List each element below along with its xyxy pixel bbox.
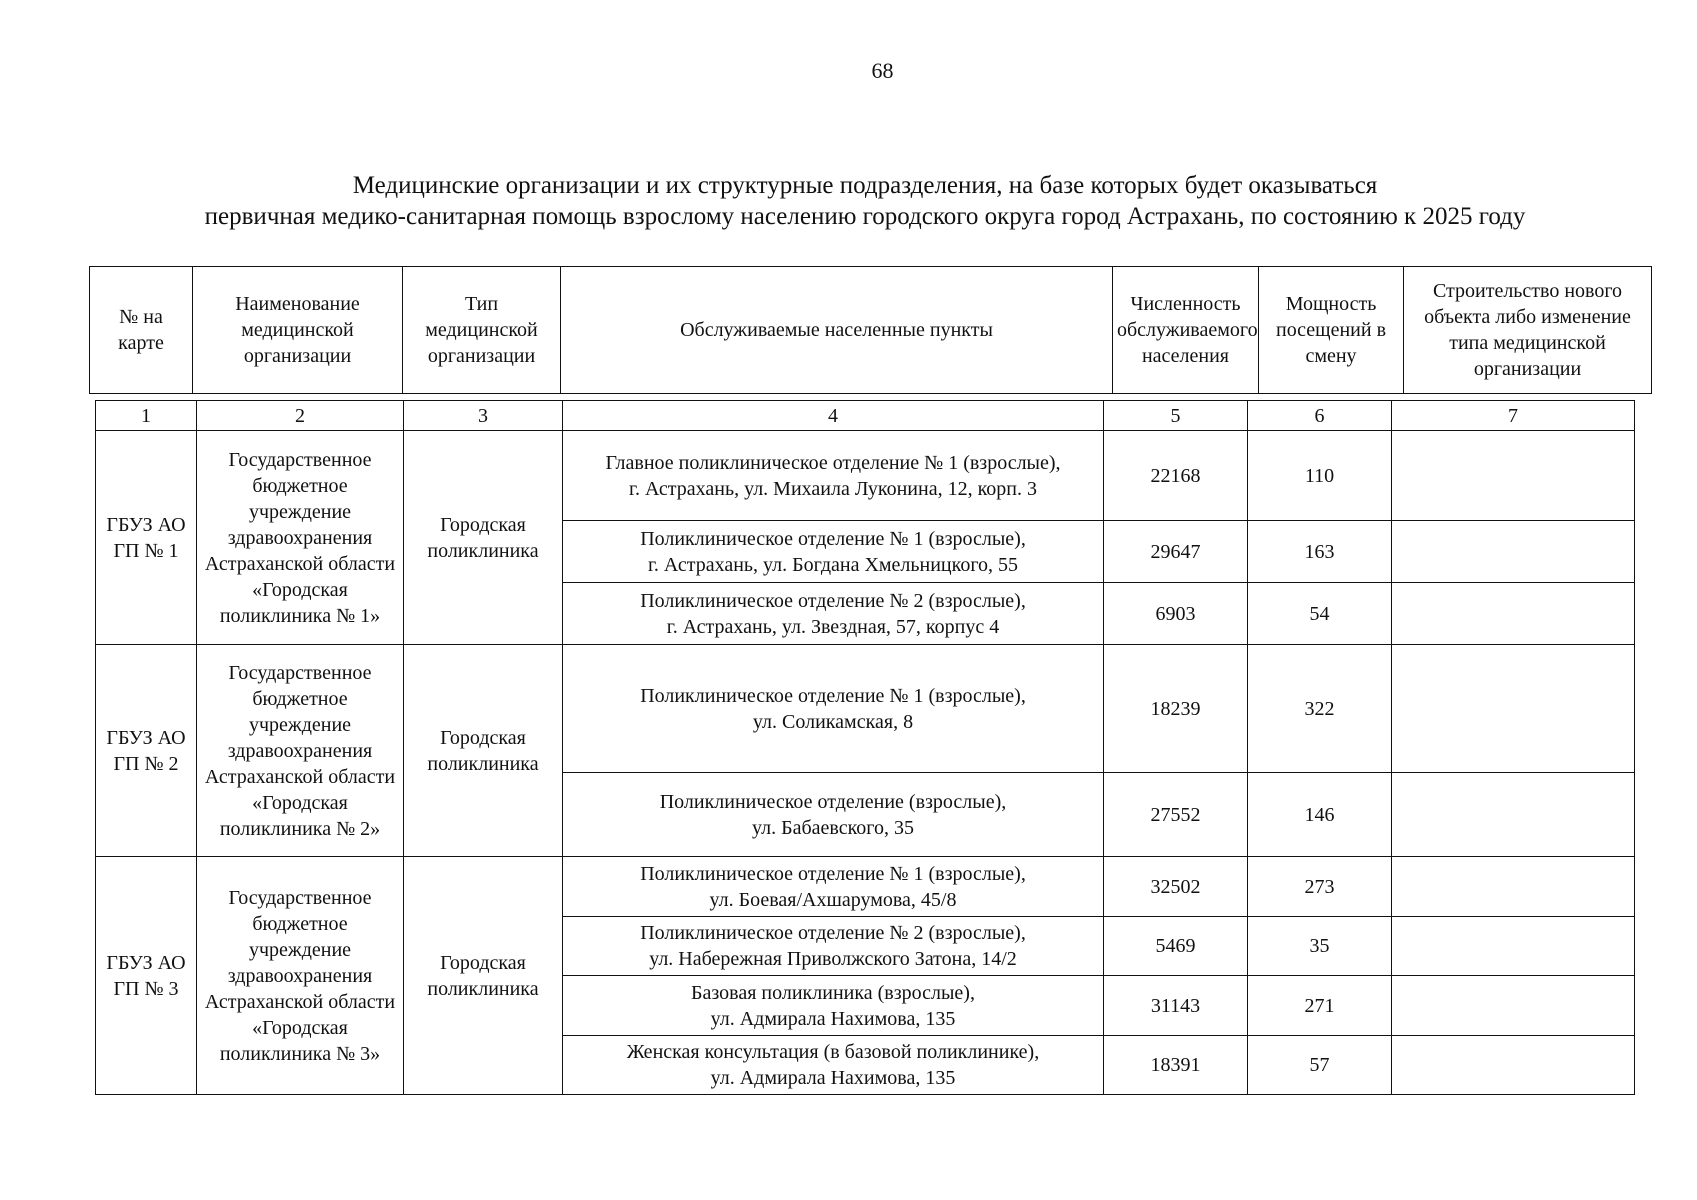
construction-cell xyxy=(1392,917,1635,976)
page-number: 68 xyxy=(871,58,894,83)
population-cell: 27552 xyxy=(1104,773,1248,857)
served-locality-cell xyxy=(563,773,1104,857)
capacity-cell: 54 xyxy=(1248,583,1392,645)
org-name-cell: Государственное бюджетное учреждение здравоохранения Астраханской области «Городская поликлиника № 1» xyxy=(197,431,404,645)
served-locality-cell xyxy=(563,1036,1104,1095)
construction-cell xyxy=(1392,521,1635,583)
title-line-2: первичная медико-санитарная помощь взрослому населению городского округа город Астрахань, по состоянию к 2025 году xyxy=(204,203,1526,230)
table-header xyxy=(89,266,1652,394)
population-cell: 18239 xyxy=(1104,645,1248,773)
population-cell: 31143 xyxy=(1104,976,1248,1036)
unit-name: Главное поликлиническое отделение № 1 (взрослые), xyxy=(605,451,1061,474)
served-locality-cell xyxy=(563,583,1104,645)
capacity-cell: 35 xyxy=(1248,917,1392,976)
construction-cell xyxy=(1392,976,1635,1036)
org-type-cell: Городская поликлиника xyxy=(404,431,563,645)
unit-name: Поликлиническое отделение № 2 (взрослые), xyxy=(640,589,1026,612)
capacity-cell: 146 xyxy=(1248,773,1392,857)
served-locality-cell xyxy=(563,857,1104,917)
unit-address: ул. Адмирала Нахимова, 135 xyxy=(710,1007,956,1030)
unit-address: г. Астрахань, ул. Михаила Луконина, 12, корп. 3 xyxy=(629,477,1037,500)
map-number-cell: ГБУЗ АО ГП № 2 xyxy=(96,645,197,857)
header-map-number: № на карте xyxy=(90,267,193,394)
population-cell: 29647 xyxy=(1104,521,1248,583)
served-locality-cell xyxy=(563,645,1104,773)
column-number: 1 xyxy=(96,401,197,431)
unit-address: ул. Адмирала Нахимова, 135 xyxy=(710,1067,956,1089)
column-number: 4 xyxy=(563,401,1104,431)
capacity-cell: 57 xyxy=(1248,1036,1392,1095)
column-number: 5 xyxy=(1104,401,1248,431)
unit-name: Поликлиническое отделение № 1 (взрослые), xyxy=(640,684,1026,707)
table-row xyxy=(96,857,1635,917)
population-cell: 6903 xyxy=(1104,583,1248,645)
title-line-1: Медицинские организации и их структурные подразделения, на базе которых будет оказываться xyxy=(352,172,1378,199)
unit-address: г. Астрахань, ул. Звездная, 57, корпус 4 xyxy=(666,615,1000,638)
unit-name: Поликлиническое отделение № 1 (взрослые), xyxy=(640,862,1026,885)
population-cell: 22168 xyxy=(1104,431,1248,521)
map-number-cell: ГБУЗ АО ГП № 3 xyxy=(96,857,197,1095)
header-org-type: Тип медицинской организации xyxy=(403,267,561,394)
map-number-cell: ГБУЗ АО ГП № 1 xyxy=(96,431,197,645)
header-population: Численность обслуживаемого населения xyxy=(1113,267,1259,394)
org-type-cell: Городская поликлиника xyxy=(404,645,563,857)
construction-cell xyxy=(1392,773,1635,857)
header-org-name: Наименование медицинской организации xyxy=(193,267,403,394)
construction-cell xyxy=(1392,583,1635,645)
column-number: 2 xyxy=(197,401,404,431)
unit-address: ул. Боевая/Ахшарумова, 45/8 xyxy=(709,888,957,911)
unit-name: Базовая поликлиника (взрослые), xyxy=(691,981,975,1004)
header-served-localities: Обслуживаемые населенные пункты xyxy=(561,267,1113,394)
column-number: 3 xyxy=(404,401,563,431)
capacity-cell: 110 xyxy=(1248,431,1392,521)
column-number: 7 xyxy=(1392,401,1635,431)
unit-name: Женская консультация (в базовой поликлинике), xyxy=(626,1041,1040,1063)
table-row xyxy=(96,645,1635,773)
data-table xyxy=(95,400,1635,1095)
column-number: 6 xyxy=(1248,401,1392,431)
construction-cell xyxy=(1392,1036,1635,1095)
population-cell: 18391 xyxy=(1104,1036,1248,1095)
column-number-row xyxy=(96,401,1635,431)
unit-address: ул. Набережная Приволжского Затона, 14/2 xyxy=(649,948,1017,970)
construction-cell xyxy=(1392,645,1635,773)
unit-address: г. Астрахань, ул. Богдана Хмельницкого, 55 xyxy=(647,553,1019,576)
served-locality-cell xyxy=(563,976,1104,1036)
capacity-cell: 273 xyxy=(1248,857,1392,917)
capacity-cell: 271 xyxy=(1248,976,1392,1036)
org-name-cell: Государственное бюджетное учреждение здравоохранения Астраханской области «Городская поликлиника № 2» xyxy=(197,645,404,857)
served-locality-cell xyxy=(563,521,1104,583)
construction-cell xyxy=(1392,857,1635,917)
header-construction: Строительство нового объекта либо изменение типа медицинской организации xyxy=(1404,267,1652,394)
capacity-cell: 163 xyxy=(1248,521,1392,583)
table-row xyxy=(96,431,1635,521)
header-capacity: Мощность посещений в смену xyxy=(1259,267,1404,394)
unit-name: Поликлиническое отделение (взрослые), xyxy=(659,790,1007,813)
unit-address: ул. Бабаевского, 35 xyxy=(751,816,914,839)
unit-address: ул. Соликамская, 8 xyxy=(752,710,914,733)
unit-name: Поликлиническое отделение № 1 (взрослые), xyxy=(640,527,1026,550)
construction-cell xyxy=(1392,431,1635,521)
served-locality-cell xyxy=(563,431,1104,521)
org-name-cell: Государственное бюджетное учреждение здравоохранения Астраханской области «Городская поликлиника № 3» xyxy=(197,857,404,1095)
capacity-cell: 322 xyxy=(1248,645,1392,773)
population-cell: 32502 xyxy=(1104,857,1248,917)
unit-name: Поликлиническое отделение № 2 (взрослые), xyxy=(640,922,1026,944)
population-cell: 5469 xyxy=(1104,917,1248,976)
org-type-cell: Городская поликлиника xyxy=(404,857,563,1095)
served-locality-cell xyxy=(563,917,1104,976)
document-title xyxy=(95,170,1635,232)
